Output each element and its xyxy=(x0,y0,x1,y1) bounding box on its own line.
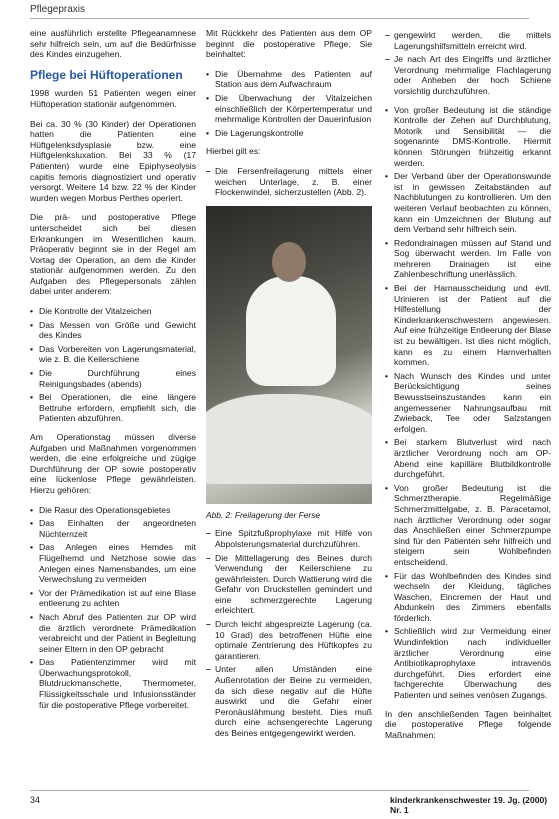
page-number: 34 xyxy=(30,795,41,805)
list-item: • Der Verband über der Operationswunde ist in gewissen Zeitabständen auf Nachblutungen zu kontrollieren. Um den weiteren Verlauf beobachten zu können, kann ein Umzeichnen der Blutung auf dem Verband sehr hilfreich sein. xyxy=(385,171,551,235)
bullet-list xyxy=(385,105,551,701)
photo-figure xyxy=(206,206,372,504)
journal-footer: kinderkrankenschwester 19. Jg. (2000) Nr. 1 xyxy=(390,795,548,815)
paragraph: Die prä- und postoperative Pflege unterscheidet sich bei diesen Erkrankungen im Wesentlichen kaum. Präoperativ beginnt sie in der Regel am Vortag der Operation, an dem die Kinder stationär aufgenommen werden. Zu den Aufgaben des Pflegepersonals zählen dabei unter anderem: xyxy=(30,212,196,297)
list-item: • Die Übernahme des Patienten auf Station aus dem Aufwachraum xyxy=(206,69,372,90)
list-item: • Nach Abruf des Patienten zur OP wird die ärztlich verordnete Prämedikation verabreicht und der Patient in Begleitung seiner Eltern in den OP gebracht xyxy=(30,612,196,654)
section-header: Pflegepraxis xyxy=(30,4,86,15)
list-item: – gengewirkt werden, die mittels Lagerungshilfsmitteln erreicht wird. xyxy=(385,30,551,51)
bullet-list xyxy=(30,306,196,424)
paragraph: In den anschließenden Tagen beinhaltet die postoperative Pflege folgende Maßnahmen: xyxy=(385,708,551,740)
list-item: – Unter allen Umständen eine Außenrotation der Beine zu vermeiden, da sich diese negativ auf die Hüfte auswirkt und die Gefahr einer Peronäuslähmung besteht. Dies muß durch eine achsengerechte Lagerung des Beines entgegengewirkt werden. xyxy=(206,664,372,738)
section-heading: Pflege bei Hüftoperationen xyxy=(30,67,183,82)
photo-head xyxy=(272,242,306,282)
header-rule xyxy=(30,18,529,19)
list-item: – Eine Spitzfußprophylaxe mit Hilfe von Abpolsterungsmaterial durchzuführen. xyxy=(206,528,372,549)
column-3 xyxy=(385,30,551,749)
list-item: • Vor der Prämedikation ist auf eine Blase entleerung zu achten xyxy=(30,588,196,609)
list-item: • Bei der Harnausscheidung und evtl. Urinieren ist der Patient auf die Hilfestellung der Kinderkrankenschwestern angewiesen. Auf eine frühzeitige Entleerung der Blase ist zu bewältigen. Ist dies nicht möglich, kann es zu einem Harnverhalten kommen. xyxy=(385,283,551,368)
dash-list xyxy=(206,166,372,198)
column-2 xyxy=(206,28,372,747)
column-1 xyxy=(30,28,196,718)
paragraph: Bei ca. 30 % (30 Kinder) der Operationen hatten die Patienten eine Hüftgelenksdysplasie bzw. eine Hüftgelenksluxation. Bei 33 % (17 Patienten) wurde eine Epiphyseolysis capitis femoris diagnostiziert und operativ versorgt. Weitere 14 bzw. 22 % der Kinder wurden wegen Morbus Perthes operiert. xyxy=(30,118,196,203)
list-item: – Die Mittellagerung des Beines durch Verwendung der Keilerschiene zu gewährleisten. Durch Wattierung wird die Gefahr von Druckstellen gemindert und eine schmerzgerechte Lagerung erleichtert. xyxy=(206,553,372,617)
figure-caption: Abb. 2: Freilagerung der Ferse xyxy=(206,509,321,520)
paragraph: Mit Rückkehr des Patienten aus dem OP beginnt die postoperative Pflege. Sie beinhaltet: xyxy=(206,28,372,60)
footer-rule xyxy=(30,790,529,791)
list-item: – Je nach Art des Eingriffs und ärztlicher Verordnung mehrmalige Flachlagerung oder Anheben der hoch Schiene vorsichtig durchzuführen. xyxy=(385,54,551,96)
paragraph: Hierbei gilt es: xyxy=(206,146,261,157)
list-item: • Das Einhalten der angeordneten Nüchternzeit xyxy=(30,518,196,539)
intro-paragraph: eine ausführlich erstellte Pflegeanamnese sehr hilfreich sein, um auf die Bedürfnisse des Kindes einzugehen. xyxy=(30,28,196,60)
list-item: • Die Rasur des Operationsgebietes xyxy=(30,505,196,516)
list-item: • Das Patientenzimmer wird mit Überwachungsprotokoll, Blutdruckmanschette, Thermometer, Flüssigkeitsschale und Infusionsständer für die postoperative Pflege vorbereitet. xyxy=(30,657,196,710)
list-item: • Die Kontrolle der Vitalzeichen xyxy=(30,306,196,317)
list-item: • Die Durchführung eines Reinigungsbades (abends) xyxy=(30,368,196,389)
list-item: • Bei starkem Blutverlust wird nach ärztlicher Verordnung noch am OP-Abend eine kapilläre Blutbildkontrolle durchgeführt. xyxy=(385,437,551,479)
list-item: • Die Lagerungskontrolle xyxy=(206,128,372,139)
list-item: • Redondrainagen müssen auf Stand und Sog überwacht werden. Im Falle von mehreren Drainagen ist eine Zahlenbeschriftung unerlässlich. xyxy=(385,238,551,280)
list-item: • Schließlich wird zur Vermeidung einer Wundinfektion nach individueller ärztlicher Verordnung eine Antibiotikaprophylaxe intravenös durchgeführt. Dies erfordert eine fachgerechte Überwachung des Patienten und seines venösen Zugangs. xyxy=(385,626,551,700)
list-item: • Bei Operationen, die eine längere Bettruhe erfordern, empfiehlt sich, die Patienten abzuführen. xyxy=(30,392,196,424)
bullet-list xyxy=(206,69,372,139)
photo-blanket xyxy=(206,394,372,484)
list-item: • Für das Wohlbefinden des Kindes sind wechseln der Kleidung, tägliches Waschen, Eincremen der Haut und Abdunkeln des Zimmers ebenfalls förderlich. xyxy=(385,571,551,624)
list-item: • Von großer Bedeutung ist die ständige Kontrolle der Zehen auf Durchblutung, Motorik und Sensibilität — die sogenannte DMS-Kontrolle. Hiermit können Störungen frühzeitig erkannt werden. xyxy=(385,105,551,169)
bullet-list xyxy=(30,505,196,711)
photo-nurse xyxy=(246,276,336,386)
dash-list xyxy=(206,528,372,738)
paragraph: Am Operationstag müssen diverse Aufgaben und Maßnahmen vorgenommen werden, die eine erfolgreiche und zügige Durchführung der OP sowie postoperativ eine lückenlose Pflege gewährleisten. Hierzu gehören: xyxy=(30,432,196,495)
list-item: – Die Fersenfreilagerung mittels einer weichen Unterlage, z. B. einer Flockenwindel, sicherzustellen (Abb. 2). xyxy=(206,166,372,198)
list-item: • Nach Wunsch des Kindes und unter Berücksichtigung seines Bewusstseinszustandes kann ein angemessener Nahrungsaufbau mit Zwieback, Tee oder Salzstangen erfolgen. xyxy=(385,371,551,435)
list-item: • Das Vorbereiten von Lagerungsmaterial, wie z. B. die Keilerschiene xyxy=(30,344,196,365)
list-item: • Die Überwachung der Vitalzeichen einschließlich der Körpertemperatur und mehrmalige Kontrollen der Dauerinfusion xyxy=(206,93,372,125)
list-item: • Von großer Bedeutung ist die Schmerztherapie. Regelmäßige Schmerzmittelgabe, z. B. Paracetamol, nach ärztlicher Verordnung oder sogar das Anschließen einer Schmerzpumpe sind für den Patienten sehr hilfreich und steigern sein Wohlbefinden entscheidend. xyxy=(385,483,551,568)
paragraph: 1998 wurden 51 Patienten wegen einer Hüftoperation stationär aufgenommen. xyxy=(30,88,196,109)
list-item: • Das Anlegen eines Hemdes mit Flügelhemd und Netzhose sowie das Anlegen eines Namensbandes, um eine Verwechslung zu vermeiden xyxy=(30,542,196,584)
list-item: – Durch leicht abgespreizte Lagerung (ca. 10 Grad) des betroffenen Hüfte eine optimale Zentrierung des Hüftkopfes zu garantieren. xyxy=(206,619,372,661)
list-item: • Das Messen von Größe und Gewicht des Kindes xyxy=(30,320,196,341)
dash-list xyxy=(385,30,551,97)
